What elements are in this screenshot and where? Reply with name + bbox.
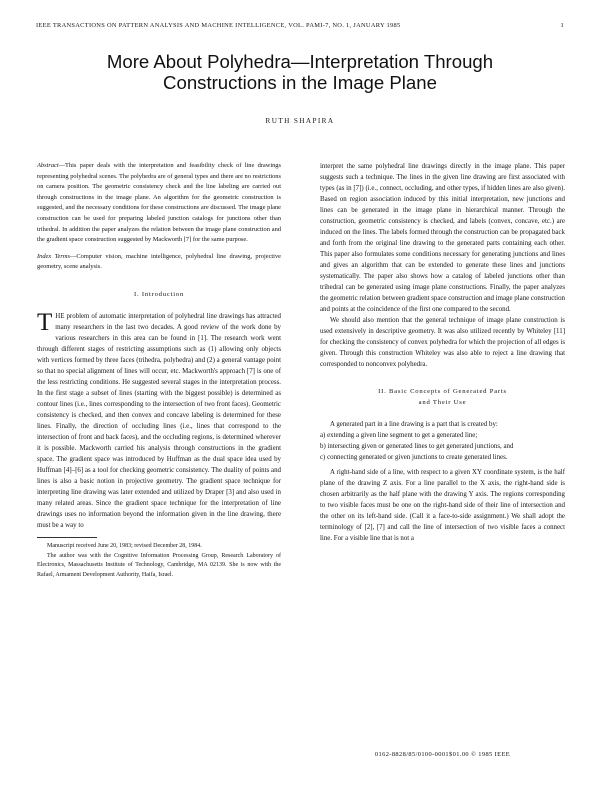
right-paragraph-4: A right-hand side of a line, with respect to a given XY coordinate system, is the half plane of the drawing Z axis. For a line parallel to the X axis, the right-hand side is chosen arbitrarily as the half plane with the drawing Y axis. The regions corresponding to two visible faces must be one on the right-hand side of their line of intersection and the other on its left-hand side. (Call it a face-to-side assignment.) We shall adopt the terminology of [2], [7] and call the line of intersection of two visible faces a connect line. For a visible line that is not a: [320, 469, 565, 542]
right-paragraph-2: We should also mention that the general technique of image plane construction is used extensively in descriptive geometry. It was also utilized recently by Whiteley [11] for checking the consistency of convex polyhedra for which the projection of all edges is given. Through this construction Whiteley was also able to reject a line drawing that corresponded to nonconvex polyhedra.: [320, 317, 565, 368]
generated-part-list: [320, 430, 565, 463]
index-terms-label: Index Terms: [37, 252, 70, 260]
section-heading-generated-parts: [320, 386, 565, 408]
intro-text: HE problem of automatic interpretation of polyhedral line drawings has attracted many researchers in the last two decades. A good review of the work done by various researchers in this area can be found in [1]. The research work went through different stages of restricting assumptions such as (1) allowing only objects with vertices formed by three faces (trihedra, polyhedra) and (2) a general vantage point so that no special alignment of lines will occur, etc. Mackworth's approach [7] is one of the less restricting conditions. He suggested several stages in the interpretation process. In the first stage a subset of lines (starting with the biggest possible) is determined as contour lines (i.e., lines corresponding to the intersection of two front faces). Geometric consistency is checked, and then convex and concave labeling is determined for these lines. Finally, the direction of occluding lines (i.e., lines that correspond to the intersection of front and back faces), and the occluding regions, is determined wherever it is possible. Mackworth carried his analysis through constructions in the gradient space. The gradient space was introduced by Huffman as the dual space idea used by Huffman [4]–[6] as a tool for checking geometric consistency. The duality of points and lines is also a basic notion in projective geometry. The gradient space technique for interpreting line drawing was later extended and utilized by Draper [3] and also used in many related areas. Since the gradient space technique for the interpretation of line drawings uses no information beyond the information given in the line drawing, there must be a way to: [37, 312, 281, 529]
list-item: c) connecting generated or given junctions to create generated lines.: [320, 454, 508, 461]
right-column: [320, 161, 565, 544]
index-terms: [37, 252, 281, 273]
left-column: [37, 161, 281, 580]
right-paragraph-3: A generated part in a line drawing is a part that is created by:: [330, 421, 498, 428]
abstract-label: Abstract: [37, 162, 59, 169]
footnote-rule: [37, 537, 97, 538]
running-header: [36, 22, 564, 34]
index-terms-text: —Computer vision, machine intelligence, polyhedral line drawing, projective geometry, scene analysis.: [37, 252, 281, 271]
paper-title: [0, 51, 600, 93]
list-item: b) intersecting given or generated lines to get generated junctions, and: [320, 443, 514, 450]
intro-paragraph: [37, 308, 281, 531]
abstract: [37, 161, 281, 246]
copyright-line: 0162-8828/85/0100-0001$01.00 © 1985 IEEE: [374, 751, 511, 758]
section2-heading-line-2: and Their Use: [418, 399, 467, 406]
drop-cap: T: [37, 308, 53, 336]
title-line-2: Constructions in the Image Plane: [163, 72, 437, 93]
footnote-affiliation: The author was with the Cognitive Information Processing Group, Research Laboratory of Electronics, Massachusetts Institute of Technology, Cambridge, MA 02139. She is now with the Rafael, Armament Development Authority, Haifa, Israel.: [37, 552, 281, 578]
section2-heading-line-1: II. Basic Concepts of Generated Parts: [378, 388, 507, 395]
right-paragraph-1: interpret the same polyhedral line drawings directly in the image plane. This paper suggests such a technique. The lines in the given line drawing are first associated with types (as in [7]) (i.e., connect, occluding, and other types, if hidden lines are also given). Based on region association induced by this initial interpretation, new junctions and lines can be generated in the image plane in hierarchical manner. Through the construction, geometric consistency is checked, and labels (convex, concave, etc.) are induced on the lines. The labels formed through the construction can be propagated back and forth from the original line drawing to the generated parts containing each other. This paper also formulates some conditions necessary for generating junctions and lines and gives an algorithm that can be extended to generate these lines and junctions systematically. The paper also shows how a catalog of labeled junctions other than trihedral can be generated using image plane constructions. Finally, the paper analyzes the geometric relation between gradient space construction and image plane construction and points at the coincidence of the first one compared to the second.: [320, 163, 565, 313]
author-name: RUTH SHAPIRA: [265, 117, 335, 125]
section-heading-introduction: I. Introduction: [133, 290, 185, 298]
abstract-text: —This paper deals with the interpretation and feasibility check of line drawings representing polyhedral scenes. The polyhedra are of general types and there are no restrictions on camera position. The geometric consistency check and the line labeling are carried out through constructions in the image plane. An algorithm for the geometric construction is suggested, and the necessary conditions for these constructions are discussed. The image plane construction can be used for preparing labeled junction catalogs for junctions other than trihedral. In addition the paper analyzes the relation between the image plane construction and the gradient space construction suggested by Mackworth [7] for the same purpose.: [37, 162, 281, 244]
title-line-1: More About Polyhedra—Interpretation Through: [106, 51, 494, 72]
page-number: 1: [560, 22, 564, 29]
footnote-received: Manuscript received June 20, 1983; revised December 28, 1984.: [47, 542, 202, 549]
running-head-text: IEEE TRANSACTIONS ON PATTERN ANALYSIS AND MACHINE INTELLIGENCE, VOL. PAMI-7, NO. 1, JANUARY 1985: [36, 22, 401, 29]
list-item: a) extending a given line segment to get a generated line;: [320, 432, 478, 439]
